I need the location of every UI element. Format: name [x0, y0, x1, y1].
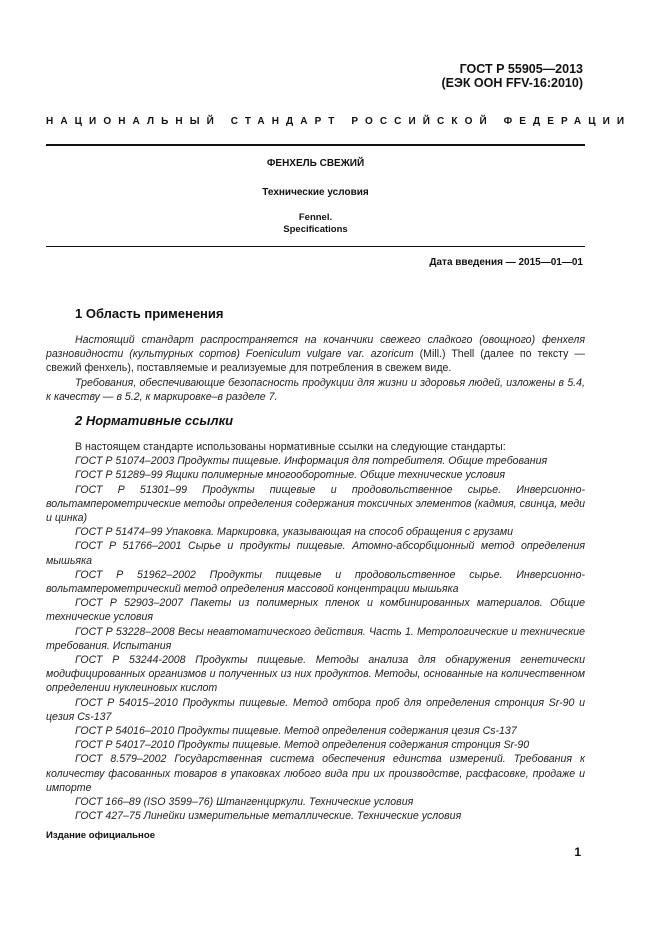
reference-item: ГОСТ Р 54016–2010 Продукты пищевые. Метод определения содержания цезия Cs-137 — [75, 725, 517, 738]
reference-item: ГОСТ 8.579–2002 Государственная система обеспечения единства измерений. Требования к количеству фасованных товаров в упаковках любого вида при их производстве, расфасовке, продаже и импорте — [46, 753, 585, 794]
reference-item: ГОСТ 166–89 (ISO 3599–76) Штангенциркули. Технические условия — [75, 796, 414, 809]
scope-paragraph: Настоящий стандарт распространяется на кочанчики свежего сладкого (овощного) фенхеля разновидности (культурных сортов) Foeniculum vulgare var. azoricum (Mill.) Thell (далее по тексту — свежий фенхель), поставляемые и реализуемые для потребления в свежем виде. — [46, 334, 586, 375]
reference-item: ГОСТ Р 51474–99 Упаковка. Маркировка, указывающая на способ обращения с грузами — [75, 526, 513, 539]
reference-item: ГОСТ Р 53244-2008 Продукты пищевые. Методы анализа для обнаружения генетически модифицированных организмов и полученных из них продуктов. Методы, основанные на количественном определении нуклеиновых кислот — [46, 654, 585, 695]
reference-item: ГОСТ 427–75 Линейки измерительные металлические. Технические условия — [75, 810, 462, 823]
reference-item: ГОСТ Р 51962–2002 Продукты пищевые и продовольственное сырье. Инверсионно-вольтамперометрический метод определения массовой концентрации мышьяка — [46, 568, 585, 596]
document-title: ФЕНХЕЛЬ СВЕЖИЙ — [266, 158, 365, 169]
effective-date: Дата введения — 2015—01—01 — [429, 257, 583, 268]
reference-item: ГОСТ Р 54015–2010 Продукты пищевые. Метод отбора проб для определения стронция Sr-90 и цезия Cs-137 — [46, 696, 585, 723]
section-2-heading: 2 Нормативные ссылки — [75, 413, 234, 428]
safety-paragraph: Требования, обеспечивающие безопасность продукции для жизни и здоровья людей, изложены в 5.4, к качеству — в 5.2, к маркировке–в разделе 7. — [46, 376, 585, 403]
reference-item: ГОСТ Р 51074–2003 Продукты пищевые. Информация для потребителя. Общие требования — [75, 455, 548, 468]
page-number: 1 — [574, 845, 581, 859]
reference-item: ГОСТ Р 54017–2010 Продукты пищевые. Метод определения содержания стронция Sr-90 — [75, 739, 530, 752]
national-standard-heading: НАЦИОНАЛЬНЫЙ СТАНДАРТ РОССИЙСКОЙ ФЕДЕРАЦИИ — [46, 116, 632, 127]
reference-item: ГОСТ Р 53228–2008 Весы неавтоматического действия. Часть 1. Метрологические и технические требования. Испытания — [46, 625, 585, 652]
reference-item: ГОСТ Р 51289–99 Ящики полимерные многооборотные. Общие технические условия — [75, 469, 506, 482]
document-subtitle: Технические условия — [262, 187, 369, 198]
section-1-body — [46, 333, 585, 404]
title-rule — [46, 246, 585, 247]
standard-code: ГОСТ Р 55905—2013 — [459, 62, 583, 76]
references-intro: В настоящем стандарте использованы нормативные ссылки на следующие стандарты: — [75, 441, 506, 453]
standard-code-equivalent: (ЕЭК ООН FFV-16:2010) — [441, 76, 583, 90]
section-1-heading: 1 Область применения — [75, 306, 224, 321]
header-rule — [46, 144, 585, 146]
reference-item: ГОСТ Р 51766–2001 Сырье и продукты пищевые. Атомно-абсорбционный метод определения мышьяка — [46, 540, 585, 567]
official-edition-note: Издание официальное — [46, 830, 156, 841]
reference-item: ГОСТ Р 51301–99 Продукты пищевые и продовольственное сырье. Инверсионно-вольтамперометрические методы определения содержания токсичных элементов (кадмия, свинца, меди и цинка) — [46, 483, 585, 525]
english-subtitle: Specifications — [283, 224, 348, 235]
reference-item: ГОСТ Р 52903–2007 Пакеты из полимерных пленок и комбинированных материалов. Общие технические условия — [46, 597, 585, 624]
section-2-body — [46, 440, 585, 823]
english-title: Fennel. — [298, 212, 333, 223]
